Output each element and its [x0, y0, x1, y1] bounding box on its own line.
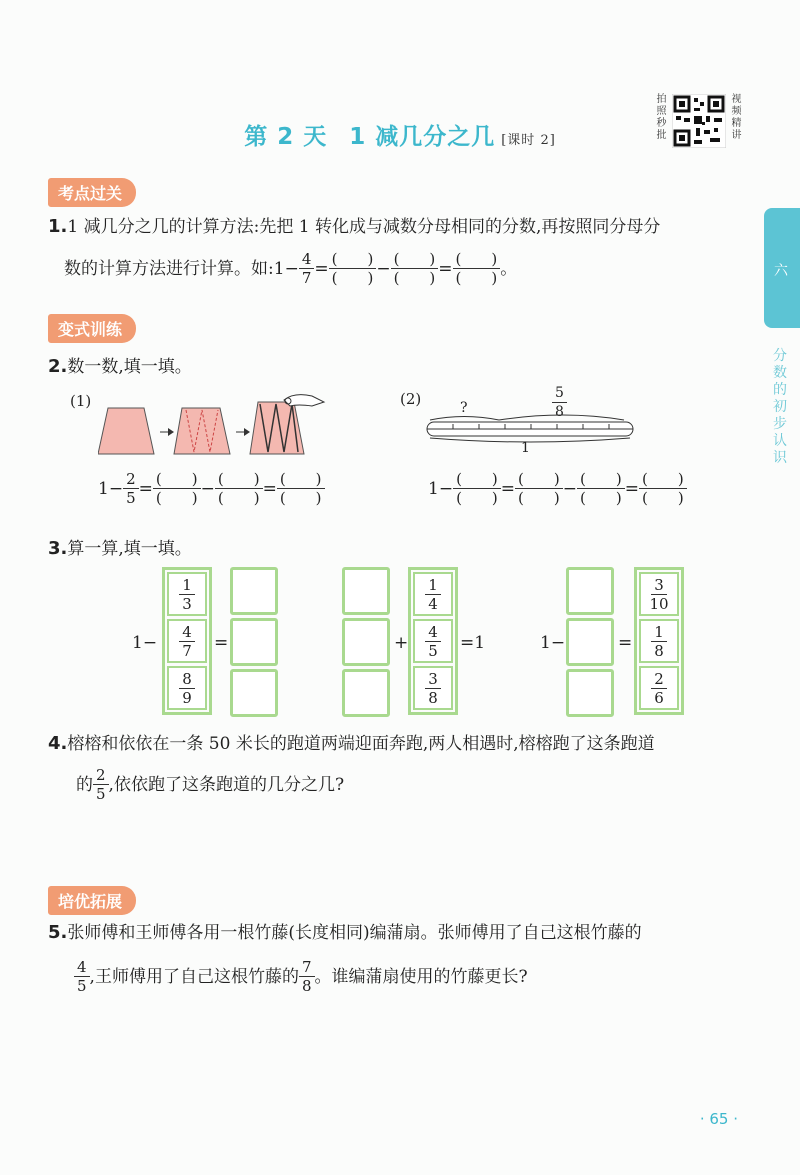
segment-bar-diagram [424, 412, 636, 448]
g2-fraction-column: $\frac{1}{4}$ $\frac{4}{5}$ $\frac{3}{8}$ [408, 567, 458, 715]
answer-box[interactable] [566, 669, 614, 717]
answer-fraction-blank[interactable]: $\frac{( )}{( )}$ [277, 470, 325, 507]
q2-part1-equation: 1 − $\frac{2}{5}$ = $\frac{( )}{( )}$ − $\frac{( )}{( )}$ = $\frac{( )}{( )}$ [98, 470, 325, 507]
g3-answer-column [566, 567, 614, 717]
page-number: · 65 · [699, 1110, 738, 1128]
answer-fraction-blank[interactable]: $\frac{( )}{( )}$ [153, 470, 201, 507]
q2-part2-label: (2) [400, 390, 422, 408]
q2-part2-equation: 1 − $\frac{( )}{( )}$ = $\frac{( )}{( )}$ − $\frac{( )}{( )}$ = $\frac{( )}{( )}$ [428, 470, 687, 507]
g2-answer-column [342, 567, 390, 717]
answer-fraction-blank[interactable]: $\frac{( )}{( )}$ [577, 470, 625, 507]
question-1: 1.1 减几分之几的计算方法:先把 1 转化成与减数分母相同的分数,再按照同分母分 [48, 216, 661, 237]
answer-box[interactable] [342, 567, 390, 615]
g1-prefix: 1− [132, 633, 158, 653]
fraction: $\frac{4}{7}$ [299, 250, 315, 287]
answer-box[interactable] [342, 618, 390, 666]
g2-equals-one: =1 [460, 633, 486, 653]
g3-fraction-column: $\frac{3}{10}$ $\frac{1}{8}$ $\frac{2}{6}$ [634, 567, 684, 715]
page-title: 第 2 天 1 减几分之几 [课时 2] [244, 124, 556, 150]
answer-fraction-blank[interactable]: $\frac{( )}{( )}$ [639, 470, 687, 507]
qr-right-label: 视 频 精 讲 [731, 94, 742, 141]
folding-fan-illustration [98, 392, 338, 462]
q2-part1-label: (1) [70, 392, 92, 410]
answer-fraction-blank[interactable]: $\frac{( )}{( )}$ [453, 470, 501, 507]
bar-whole-label: 1 [521, 440, 530, 456]
answer-fraction-blank[interactable]: $\frac{( )}{( )}$ [453, 250, 501, 287]
question-5: 5.张师傅和王师傅各用一根竹藤(长度相同)编蒲扇。张师傅用了自己这根竹藤的 [48, 922, 642, 943]
answer-box[interactable] [566, 618, 614, 666]
answer-box[interactable] [230, 567, 278, 615]
answer-box[interactable] [230, 618, 278, 666]
answer-fraction-blank[interactable]: $\frac{( )}{( )}$ [391, 250, 439, 287]
section-badge-bianshi: 变式训练 [48, 314, 136, 343]
chapter-title: 分 数 的 初 步 认 识 [773, 348, 787, 466]
question-2: 2.数一数,填一填。 [48, 356, 192, 377]
section-badge-peiyou: 培优拓展 [48, 886, 136, 915]
question-1-line2: 数的计算方法进行计算。如: 1 − $\frac{4}{7}$ = $\frac{( )}{( )}$ − $\frac{( )}{( )}$ = $\frac{( )}{( )}$ 。 [64, 250, 518, 287]
question-4-line2: 的 $\frac{2}{5}$ ,依依跑了这条跑道的几分之几? [76, 766, 345, 803]
answer-fraction-blank[interactable]: $\frac{( )}{( )}$ [215, 470, 263, 507]
g3-prefix: 1− [540, 633, 566, 653]
g1-equals: = [214, 633, 229, 653]
answer-box[interactable] [230, 669, 278, 717]
question-3: 3.算一算,填一填。 [48, 538, 192, 559]
qr-left-label: 拍 照 秒 批 [656, 94, 667, 141]
g1-fraction-column: $\frac{1}{3}$ $\frac{4}{7}$ $\frac{8}{9}$ [162, 567, 212, 715]
qr-code-icon [672, 94, 726, 148]
g3-equals: = [618, 633, 633, 653]
chapter-number: 六 [774, 263, 788, 279]
answer-fraction-blank[interactable]: $\frac{( )}{( )}$ [329, 250, 377, 287]
g2-plus: + [394, 633, 409, 653]
bar-question-mark: ? [460, 400, 468, 416]
answer-fraction-blank[interactable]: $\frac{( )}{( )}$ [515, 470, 563, 507]
question-4: 4.榕榕和依依在一条 50 米长的跑道两端迎面奔跑,两人相遇时,榕榕跑了这条跑道 [48, 733, 655, 754]
bar-fraction-label: $\frac{5}{8}$ [552, 384, 567, 421]
g1-answer-column [230, 567, 278, 717]
section-badge-kaodian: 考点过关 [48, 178, 136, 207]
answer-box[interactable] [566, 567, 614, 615]
answer-box[interactable] [342, 669, 390, 717]
qr-code-block[interactable] [656, 94, 742, 148]
question-5-line2: $\frac{4}{5}$ ,王师傅用了自己这根竹藤的 $\frac{7}{8}$ 。谁编蒲扇使用的竹藤更长? [74, 958, 528, 995]
